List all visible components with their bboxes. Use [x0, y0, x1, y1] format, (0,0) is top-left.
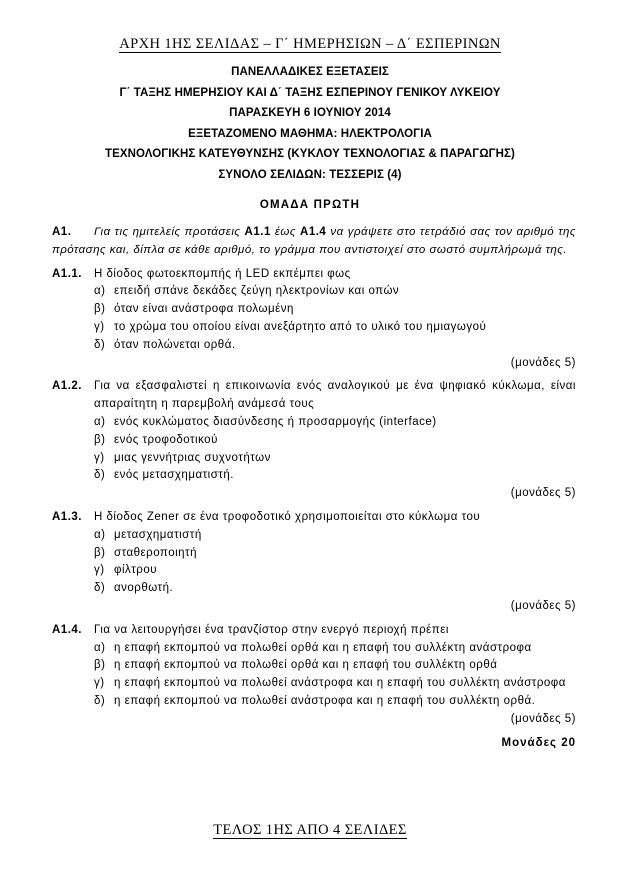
question-number: Α1.1. — [52, 267, 82, 280]
page-top-banner-text: ΑΡΧΗ 1ΗΣ ΣΕΛΙΔΑΣ – Γ΄ ΗΜΕΡΗΣΙΩΝ – Δ΄ ΕΣΠΕΡΙΝΩΝ — [119, 36, 501, 52]
header-line-direction: ΤΕΧΝΟΛΟΓΙΚΗΣ ΚΑΤΕΥΘΥΝΣΗΣ (ΚΥΚΛΟΥ ΤΕΧΝΟΛΟΓΙΑΣ & ΠΑΡΑΓΩΓΗΣ) — [104, 148, 515, 161]
total-marks: Μονάδες 20 — [501, 736, 576, 749]
option-item — [94, 450, 576, 468]
question-stem — [52, 622, 576, 640]
options-list — [94, 527, 576, 598]
options-list — [94, 283, 576, 354]
header-line-pages: ΣΥΝΟΛΟ ΣΕΛΙΔΩΝ: ΤΕΣΣΕΡΙΣ (4) — [218, 168, 402, 181]
option-letter: β) — [94, 303, 106, 316]
question-text: Η δίοδος φωτοεκπομπής ή LED εκπέμπει φως — [94, 267, 351, 280]
question-text: Για να λειτουργήσει ένα τρανζίστορ στην ενεργό περιοχή πρέπει — [94, 623, 449, 636]
option-text: η επαφή εκπομπού να πολωθεί ορθά και η επαφή του συλλέκτη ανάστροφα — [114, 641, 532, 654]
option-text: ενός μετασχηματιστή. — [114, 469, 234, 482]
header-line-class: Γ΄ ΤΑΞΗΣ ΗΜΕΡΗΣΙΟΥ ΚΑΙ Δ΄ ΤΑΞΗΣ ΕΣΠΕΡΙΝΟΥ ΓΕΝΙΚΟΥ ΛΥΚΕΙΟΥ — [119, 86, 501, 99]
option-letter: γ) — [94, 451, 105, 464]
option-item — [94, 562, 576, 580]
option-item — [94, 580, 576, 598]
option-text: το χρώμα του οποίου είναι ανεξάρτητο από το υλικό του ημιαγωγού — [114, 320, 487, 333]
intro-text-c: να γράψετε στο τετράδιό σας τον αριθμό της πρότασης και, δίπλα σε κάθε αριθμό, το γράμμα που αντιστοιχεί στο σωστό συμπλήρωμά της. — [52, 226, 576, 256]
option-letter: δ) — [94, 694, 106, 707]
question-marks: (μονάδες 5) — [510, 356, 576, 369]
option-letter: α) — [94, 528, 106, 541]
question-number: Α1.3. — [52, 510, 82, 523]
question-block — [52, 378, 576, 503]
intro-text-b: έως — [270, 226, 301, 238]
option-letter: δ) — [94, 582, 106, 595]
option-item — [94, 675, 576, 693]
option-text: ενός κυκλώματος διασύνδεσης ή προσαρμογής (interface) — [114, 415, 437, 428]
option-text: μιας γεννήτριας συχνοτήτων — [114, 451, 271, 464]
option-letter: γ) — [94, 320, 105, 333]
questions-list — [52, 266, 576, 729]
option-text: όταν είναι ανάστροφα πολωμένη — [114, 303, 294, 316]
option-text: ανορθωτή. — [114, 582, 174, 595]
option-letter: β) — [94, 659, 106, 672]
option-letter: α) — [94, 285, 106, 298]
intro-bold-a: Α1.1 — [244, 226, 271, 238]
question-text: Για να εξασφαλιστεί η επικοινωνία ενός αναλογικού με ένα ψηφιακό κύκλωμα, είναι απαραίτητη η παρεμβολή ανάμεσά τους — [94, 380, 576, 411]
option-letter: α) — [94, 641, 106, 654]
option-letter: α) — [94, 415, 106, 428]
intro-bold-b: Α1.4 — [300, 226, 327, 238]
exam-header — [0, 62, 620, 186]
option-item — [94, 301, 576, 319]
option-letter: δ) — [94, 469, 106, 482]
option-item — [94, 545, 576, 563]
intro-number: Α1. — [52, 226, 72, 238]
question-block — [52, 509, 576, 616]
option-letter: β) — [94, 433, 106, 446]
option-text: η επαφή εκπομπού να πολωθεί ορθά και η επαφή του συλλέκτη ορθά — [114, 659, 498, 672]
options-list — [94, 640, 576, 711]
options-list — [94, 414, 576, 485]
intro-text-a: Για τις ημιτελείς προτάσεις — [94, 226, 245, 238]
option-text: μετασχηματιστή — [114, 528, 202, 541]
page-top-banner — [0, 36, 620, 53]
question-number: Α1.2. — [52, 380, 82, 393]
question-stem — [52, 509, 576, 527]
question-marks: (μονάδες 5) — [510, 487, 576, 500]
question-stem — [52, 266, 576, 284]
question-number: Α1.4. — [52, 623, 82, 636]
option-letter: γ) — [94, 564, 105, 577]
page-footer-banner-text: ΤΕΛΟΣ 1ΗΣ ΑΠΟ 4 ΣΕΛΙΔΕΣ — [213, 822, 407, 838]
option-item — [94, 640, 576, 658]
header-line-exams: ΠΑΝΕΛΛΑΔΙΚΕΣ ΕΞΕΤΑΣΕΙΣ — [231, 66, 389, 78]
option-text: όταν πολώνεται ορθά. — [114, 338, 236, 351]
option-text: σταθεροποιητή — [114, 546, 197, 559]
question-text: Η δίοδος Zener σε ένα τροφοδοτικό χρησιμοποιείται στο κύκλωμα του — [94, 510, 481, 523]
option-item — [94, 337, 576, 355]
question-block — [52, 622, 576, 729]
option-letter: β) — [94, 546, 106, 559]
option-item — [94, 283, 576, 301]
header-line-date: ΠΑΡΑΣΚΕΥΗ 6 ΙΟΥΝΙΟΥ 2014 — [229, 107, 391, 120]
page-footer-banner — [0, 822, 620, 839]
option-text: ενός τροφοδοτικού — [114, 433, 218, 446]
option-text: η επαφή εκπομπού να πολωθεί ανάστροφα και η επαφή του συλλέκτη ορθά. — [114, 694, 536, 707]
intro-paragraph — [52, 224, 576, 260]
option-letter: γ) — [94, 677, 105, 690]
option-text: φίλτρου — [114, 564, 158, 577]
question-marks: (μονάδες 5) — [510, 599, 576, 612]
option-item — [94, 657, 576, 675]
group-title: ΟΜΑΔΑ ΠΡΩΤΗ — [259, 199, 361, 211]
option-item — [94, 527, 576, 545]
exam-body — [52, 224, 576, 752]
option-item — [94, 467, 576, 485]
header-line-subject: ΕΞΕΤΑΖΟΜΕΝΟ ΜΑΘΗΜΑ: ΗΛΕΚΤΡΟΛΟΓΙΑ — [188, 127, 432, 140]
option-text: επειδή σπάνε δεκάδες ζεύγη ηλεκτρονίων και οπών — [114, 285, 400, 298]
option-item — [94, 414, 576, 432]
option-item — [94, 319, 576, 337]
question-marks: (μονάδες 5) — [510, 712, 576, 725]
question-block — [52, 266, 576, 373]
option-item — [94, 432, 576, 450]
option-letter: δ) — [94, 338, 106, 351]
option-text: η επαφή εκπομπού να πολωθεί ανάστροφα και η επαφή του συλλέκτη ανάστροφα — [114, 677, 566, 690]
question-stem — [52, 378, 576, 414]
option-item — [94, 693, 576, 711]
